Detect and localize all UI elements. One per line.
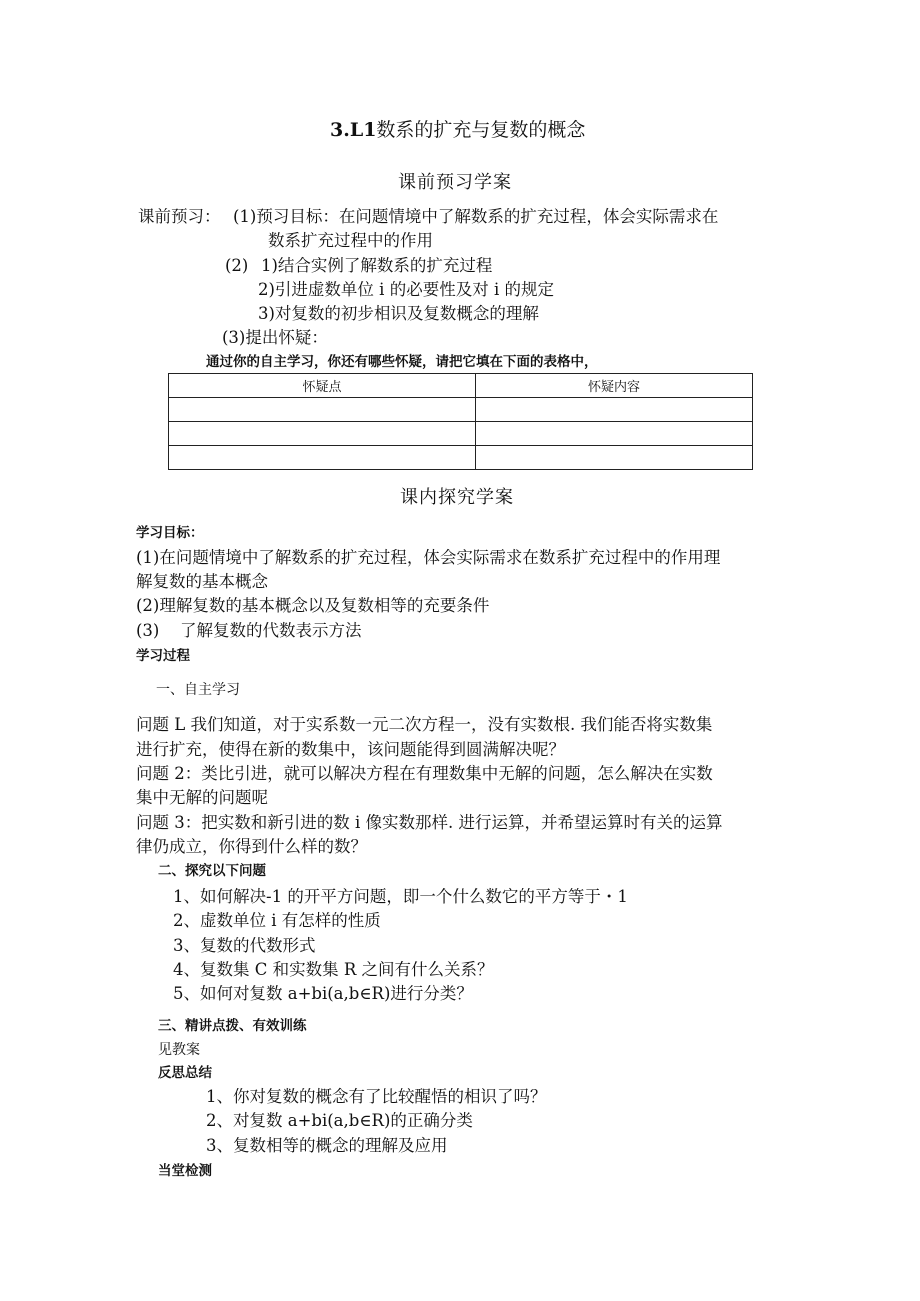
- explore-item: 3、复数的代数形式: [173, 936, 316, 955]
- question-2a: 问题 2：类比引进，就可以解决方程在有理数集中无解的问题，怎么解决在实数: [136, 764, 713, 783]
- table-row: [169, 398, 753, 422]
- reflect-item: 1、你对复数的概念有了比较醒悟的相识了吗？: [206, 1087, 547, 1106]
- see-plan: 见教案: [158, 1042, 200, 1058]
- process-label: 学习过程: [136, 648, 190, 664]
- reflect-item: 2、对复数 a+bi(a,b∈R)的正确分类: [206, 1111, 473, 1130]
- inclass-goal-3: 了解复数的代数表示方法: [180, 621, 362, 640]
- explore-item: 1、如何解决-1 的开平方问题，即一个什么数它的平方等于・1: [173, 887, 628, 906]
- inclass-goal-1b: 解复数的基本概念: [136, 572, 268, 591]
- reflect-label: 反思总结: [158, 1065, 212, 1081]
- explore-item: 4、复数集 C 和实数集 R 之间有什么关系？: [173, 960, 494, 979]
- preview-goal-2-1: 1)结合实例了解数系的扩充过程: [261, 256, 493, 275]
- inclass-heading: 课内探究学案: [400, 487, 514, 508]
- preview-label: 课前预习：: [138, 207, 221, 226]
- preview-goal-1b: 数系扩充过程中的作用: [268, 231, 433, 250]
- doubt-table: [168, 373, 753, 470]
- title-text: 数系的扩充与复数的概念: [376, 119, 586, 141]
- table-header-doubt-point: 怀疑点: [169, 374, 476, 398]
- preview-goal-2-num: (2): [225, 256, 249, 275]
- document-title: [330, 121, 585, 140]
- table-cell[interactable]: [476, 446, 753, 470]
- explore-item: 5、如何对复数 a+bi(a,b∈R)进行分类？: [173, 984, 473, 1003]
- table-cell[interactable]: [169, 422, 476, 446]
- table-cell[interactable]: [169, 446, 476, 470]
- question-3b: 律仍成立，你得到什么样的数？: [136, 837, 367, 856]
- reflect-item: 3、复数相等的概念的理解及应用: [206, 1136, 448, 1155]
- table-header-row: [169, 374, 753, 398]
- section-training: 三、精讲点拨、有效训练: [158, 1018, 307, 1034]
- preview-heading: 课前预习学案: [398, 172, 512, 193]
- table-header-doubt-content: 怀疑内容: [476, 374, 753, 398]
- section-self-study: 一、自主学习: [156, 682, 240, 698]
- question-1a: 问题 L 我们知道，对于实系数一元二次方程一，没有实数根. 我们能否将实数集: [136, 715, 713, 734]
- table-cell[interactable]: [476, 422, 753, 446]
- section-explore: 二、探究以下问题: [158, 863, 266, 879]
- question-2b: 集中无解的问题呢: [136, 788, 268, 807]
- question-1b: 进行扩充，使得在新的数集中，该问题能得到圆满解决呢？: [136, 740, 565, 759]
- table-cell[interactable]: [476, 398, 753, 422]
- preview-goal-2-2: 2)引进虚数单位 i 的必要性及对 i 的规定: [258, 280, 554, 299]
- question-3a: 问题 3：把实数和新引进的数 i 像实数那样. 进行运算，并希望运算时有关的运算: [136, 813, 723, 832]
- inclass-goal-3-num: (3): [136, 621, 160, 640]
- inclass-goal-1a: (1)在问题情境中了解数系的扩充过程，体会实际需求在数系扩充过程中的作用理: [136, 548, 721, 567]
- inclass-goal-2: (2)理解复数的基本概念以及复数相等的充要条件: [136, 596, 490, 615]
- preview-goal-1a: (1)预习目标：在问题情境中了解数系的扩充过程，体会实际需求在: [233, 207, 719, 226]
- goals-label: 学习目标：: [136, 525, 204, 541]
- explore-item: 2、虚数单位 i 有怎样的性质: [173, 911, 381, 930]
- table-intro: 通过你的自主学习，你还有哪些怀疑，请把它填在下面的表格中，: [206, 354, 598, 370]
- preview-goal-2-3: 3)对复数的初步相识及复数概念的理解: [258, 304, 539, 323]
- table-row: [169, 422, 753, 446]
- table-cell[interactable]: [169, 398, 476, 422]
- test-label: 当堂检测: [158, 1163, 212, 1179]
- title-number: 3.L1: [330, 119, 377, 141]
- preview-goal-3: (3)提出怀疑：: [222, 328, 328, 347]
- table-row: [169, 446, 753, 470]
